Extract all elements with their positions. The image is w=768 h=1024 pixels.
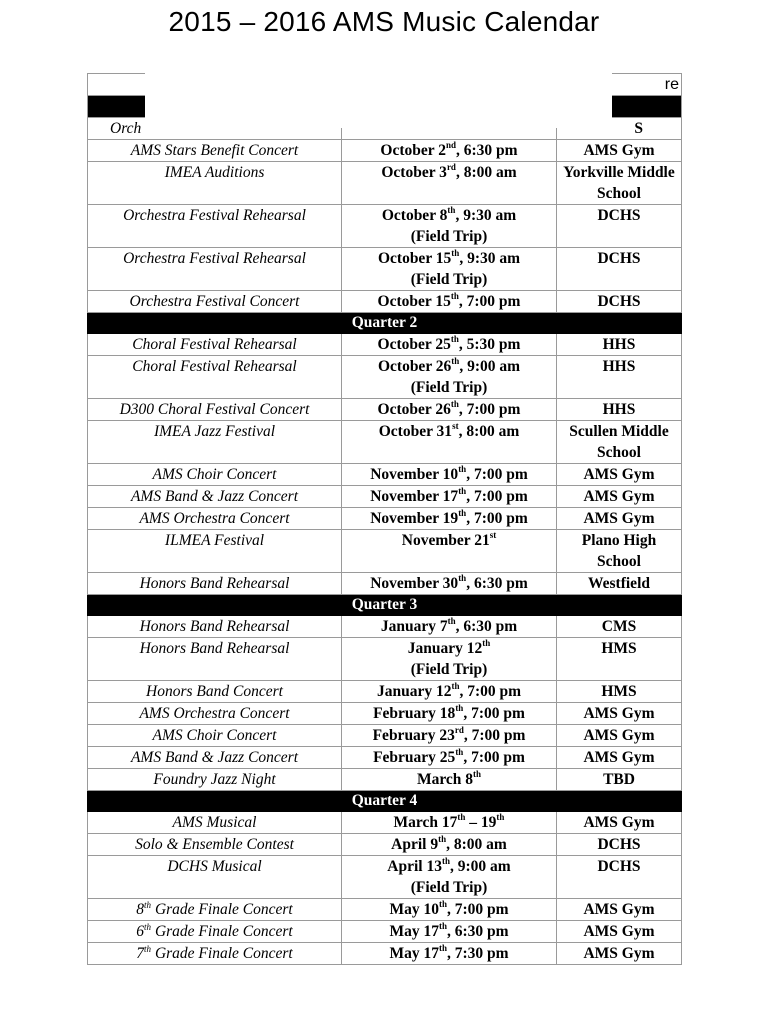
event-cell <box>88 899 342 921</box>
table-row <box>88 530 682 573</box>
location-cell: HMS <box>557 638 682 681</box>
text-part: , 6:30 pm <box>466 575 528 592</box>
location-cell: S <box>557 118 682 140</box>
quarter-header-row <box>88 313 682 334</box>
table-row <box>88 356 682 399</box>
date-cell <box>342 421 557 464</box>
table-row <box>88 747 682 769</box>
text-part: October 8 <box>381 207 448 224</box>
table-row <box>88 725 682 747</box>
text-part: January 12 <box>407 640 483 657</box>
ordinal-suffix: th <box>438 833 447 844</box>
ordinal-suffix: th <box>458 463 467 474</box>
table-row <box>88 703 682 725</box>
text-part: , 7:00 pm <box>463 749 525 766</box>
text-part: 8 <box>136 901 145 918</box>
table-row <box>88 334 682 356</box>
text-part: February 25 <box>373 749 456 766</box>
date-cell <box>342 399 557 421</box>
text-part: April 9 <box>391 836 439 853</box>
text-part: , 7:00 pm <box>466 466 528 483</box>
quarter-header-row <box>88 595 682 616</box>
date-cell <box>342 834 557 856</box>
date-cell <box>342 921 557 943</box>
text-part: , 7:00 pm <box>463 727 526 744</box>
text-part: October 2 <box>380 142 446 159</box>
event-cell: Choral Festival Rehearsal <box>88 356 342 399</box>
ordinal-suffix: th <box>455 702 464 713</box>
event-cell: IMEA Auditions <box>88 162 342 205</box>
location-cell: HHS <box>557 399 682 421</box>
date-cell <box>342 681 557 703</box>
ordinal-suffix: rd <box>446 161 456 172</box>
ordinal-suffix: th <box>144 943 152 954</box>
date-cell <box>342 943 557 965</box>
text-part: October 26 <box>377 401 451 418</box>
quarter-label: Quarter 2 <box>88 313 682 334</box>
text-part: November 17 <box>370 488 459 505</box>
date-cell <box>342 638 557 681</box>
text-part: , 6:30 pm <box>446 923 509 940</box>
location-cell: HMS <box>557 681 682 703</box>
location-cell: AMS Gym <box>557 486 682 508</box>
event-cell: AMS Orchestra Concert <box>88 508 342 530</box>
date-cell <box>342 769 557 791</box>
text-part: March 17 <box>393 814 458 831</box>
date-cell <box>342 747 557 769</box>
text-part: (Field Trip) <box>410 271 488 288</box>
text-part: Grade Finale Concert <box>151 901 293 918</box>
location-cell: DCHS <box>557 834 682 856</box>
ordinal-suffix: th <box>441 855 450 866</box>
ordinal-suffix: st <box>489 529 497 540</box>
event-cell: AMS Band & Jazz Concert <box>88 486 342 508</box>
date-cell <box>342 508 557 530</box>
location-cell: CMS <box>557 616 682 638</box>
ordinal-suffix: th <box>451 247 460 258</box>
ordinal-suffix: th <box>144 899 152 910</box>
location-cell: DCHS <box>557 205 682 248</box>
date-cell <box>342 464 557 486</box>
location-cell: Yorkville Middle School <box>557 162 682 205</box>
ordinal-suffix: th <box>482 637 491 648</box>
ordinal-suffix: th <box>450 398 459 409</box>
location-cell: HHS <box>557 334 682 356</box>
ordinal-suffix: th <box>473 768 482 779</box>
text-part: (Field Trip) <box>410 228 488 245</box>
header-fragment: re <box>664 76 679 93</box>
text-part: October 25 <box>377 336 451 353</box>
event-cell: D300 Choral Festival Concert <box>88 399 342 421</box>
date-cell <box>342 616 557 638</box>
table-row <box>88 899 682 921</box>
location-cell: AMS Gym <box>557 725 682 747</box>
location-cell: DCHS <box>557 248 682 291</box>
ordinal-suffix: th <box>496 811 505 822</box>
ordinal-suffix: th <box>457 811 466 822</box>
table-row <box>88 399 682 421</box>
text-part: , 7:00 pm <box>466 510 528 527</box>
text-part: , 8:00 am <box>455 164 517 181</box>
text-part: 6 <box>136 923 145 940</box>
table-row <box>88 834 682 856</box>
event-cell: DCHS Musical <box>88 856 342 899</box>
ordinal-suffix: rd <box>454 724 464 735</box>
text-part: May 10 <box>389 901 439 918</box>
date-cell <box>342 899 557 921</box>
text-part: , 9:30 am <box>455 207 517 224</box>
table-row <box>88 856 682 899</box>
text-part: , 6:30 pm <box>455 618 518 635</box>
location-cell: Westfield <box>557 573 682 595</box>
text-part: , 7:00 pm <box>446 901 509 918</box>
page-title: 2015 – 2016 AMS Music Calendar <box>168 6 600 37</box>
event-cell <box>88 921 342 943</box>
text-part: (Field Trip) <box>410 879 488 896</box>
date-cell <box>342 530 557 573</box>
table-row <box>88 508 682 530</box>
table-row <box>88 486 682 508</box>
ordinal-suffix: th <box>458 572 467 583</box>
event-cell: AMS Choir Concert <box>88 725 342 747</box>
location-cell: AMS Gym <box>557 703 682 725</box>
date-cell <box>342 291 557 313</box>
text-part: , 9:00 am <box>459 358 521 375</box>
calendar-table <box>87 73 682 965</box>
text-part: January 12 <box>376 683 452 700</box>
event-cell: AMS Orchestra Concert <box>88 703 342 725</box>
table-row <box>88 162 682 205</box>
event-cell: Honors Band Rehearsal <box>88 573 342 595</box>
event-cell: Solo & Ensemble Contest <box>88 834 342 856</box>
date-cell <box>342 812 557 834</box>
event-cell: Orchestra Festival Concert <box>88 291 342 313</box>
location-cell: Plano High School <box>557 530 682 573</box>
text-part: (Field Trip) <box>410 661 488 678</box>
text-part: November 10 <box>370 466 459 483</box>
event-cell: Orchestra Festival Rehearsal <box>88 248 342 291</box>
event-cell: Honors Band Concert <box>88 681 342 703</box>
event-cell: ILMEA Festival <box>88 530 342 573</box>
table-row <box>88 248 682 291</box>
ordinal-suffix: th <box>144 921 152 932</box>
text-part: October 26 <box>377 358 452 375</box>
date-cell <box>342 205 557 248</box>
ordinal-suffix: th <box>455 746 464 757</box>
text-part: Grade Finale Concert <box>151 923 293 940</box>
occluding-overlay <box>145 64 612 128</box>
table-row <box>88 638 682 681</box>
event-cell: Honors Band Rehearsal <box>88 616 342 638</box>
event-cell: Choral Festival Rehearsal <box>88 334 342 356</box>
text-part: January 7 <box>380 618 448 635</box>
event-cell <box>88 943 342 965</box>
location-cell: AMS Gym <box>557 812 682 834</box>
text-part: May 17 <box>389 923 439 940</box>
text-part: October 15 <box>377 250 452 267</box>
date-cell <box>342 334 557 356</box>
text-part: November 21 <box>401 532 490 549</box>
ordinal-suffix: th <box>451 680 460 691</box>
location-cell: AMS Gym <box>557 921 682 943</box>
date-cell <box>342 140 557 162</box>
text-part: , 6:30 pm <box>456 142 518 159</box>
location-cell: AMS Gym <box>557 508 682 530</box>
text-part: , 7:30 pm <box>446 945 509 962</box>
event-cell: AMS Musical <box>88 812 342 834</box>
table-row <box>88 616 682 638</box>
location-cell: AMS Gym <box>557 140 682 162</box>
quarter-label: Quarter 4 <box>88 791 682 812</box>
text-part: , 5:30 pm <box>458 336 521 353</box>
text-part: February 18 <box>373 705 456 722</box>
text-part: , 7:00 pm <box>463 705 525 722</box>
table-row <box>88 943 682 965</box>
date-cell <box>342 703 557 725</box>
text-part: May 17 <box>389 945 439 962</box>
date-cell <box>342 356 557 399</box>
event-cell: Foundry Jazz Night <box>88 769 342 791</box>
text-part: , 8:00 am <box>446 836 507 853</box>
text-part: – 19 <box>465 814 497 831</box>
event-cell: AMS Stars Benefit Concert <box>88 140 342 162</box>
event-cell: AMS Choir Concert <box>88 464 342 486</box>
event-cell: Orch <box>88 118 342 140</box>
text-part: October 31 <box>378 423 453 440</box>
text-part: , 7:00 pm <box>459 683 522 700</box>
event-cell: IMEA Jazz Festival <box>88 421 342 464</box>
event-cell: Honors Band Rehearsal <box>88 638 342 681</box>
ordinal-suffix: th <box>450 333 459 344</box>
date-cell <box>342 248 557 291</box>
ordinal-suffix: th <box>458 485 467 496</box>
text-part: November 30 <box>370 575 459 592</box>
table-row <box>88 921 682 943</box>
text-part: February 23 <box>372 727 455 744</box>
text-part: , 8:00 am <box>458 423 520 440</box>
location-cell: DCHS <box>557 856 682 899</box>
table-row <box>88 291 682 313</box>
text-part: Grade Finale Concert <box>151 945 293 962</box>
ordinal-suffix: th <box>447 204 456 215</box>
table-row <box>88 681 682 703</box>
text-part: October 3 <box>381 164 447 181</box>
table-row <box>88 140 682 162</box>
location-cell: AMS Gym <box>557 464 682 486</box>
event-cell: AMS Band & Jazz Concert <box>88 747 342 769</box>
text-part: October 15 <box>377 293 451 310</box>
ordinal-suffix: th <box>438 898 447 909</box>
location-cell: HHS <box>557 356 682 399</box>
ordinal-suffix: th <box>451 355 460 366</box>
quarter-label: Quarter 3 <box>88 595 682 616</box>
date-cell <box>342 162 557 205</box>
table-row <box>88 812 682 834</box>
ordinal-suffix: th <box>450 290 459 301</box>
text-part: (Field Trip) <box>410 379 488 396</box>
text-part: , 7:00 pm <box>458 293 521 310</box>
location-cell: TBD <box>557 769 682 791</box>
ordinal-suffix: th <box>438 920 447 931</box>
location-cell: AMS Gym <box>557 747 682 769</box>
location-cell: AMS Gym <box>557 899 682 921</box>
ordinal-suffix: th <box>458 507 467 518</box>
quarter-header-row <box>88 791 682 812</box>
ordinal-suffix: th <box>438 942 447 953</box>
text-part: , 7:00 pm <box>458 401 521 418</box>
ordinal-suffix: th <box>447 615 456 626</box>
location-cell: AMS Gym <box>557 943 682 965</box>
text-part: , 9:30 am <box>459 250 521 267</box>
date-cell <box>342 725 557 747</box>
table-row <box>88 573 682 595</box>
text-part: March 8 <box>416 771 474 788</box>
date-cell <box>342 573 557 595</box>
table-row <box>88 464 682 486</box>
table-row <box>88 205 682 248</box>
location-cell: Scullen Middle School <box>557 421 682 464</box>
date-cell <box>342 486 557 508</box>
table-row <box>88 769 682 791</box>
text-part: , 9:00 am <box>450 858 511 875</box>
text-part: April 13 <box>387 858 442 875</box>
text-part: , 7:00 pm <box>466 488 528 505</box>
table-row <box>88 421 682 464</box>
text-part: November 19 <box>370 510 459 527</box>
calendar-body <box>88 74 682 965</box>
event-cell: Orchestra Festival Rehearsal <box>88 205 342 248</box>
ordinal-suffix: st <box>452 420 459 431</box>
ordinal-suffix: nd <box>445 139 456 150</box>
date-cell <box>342 856 557 899</box>
location-cell: DCHS <box>557 291 682 313</box>
text-part: 7 <box>136 945 145 962</box>
